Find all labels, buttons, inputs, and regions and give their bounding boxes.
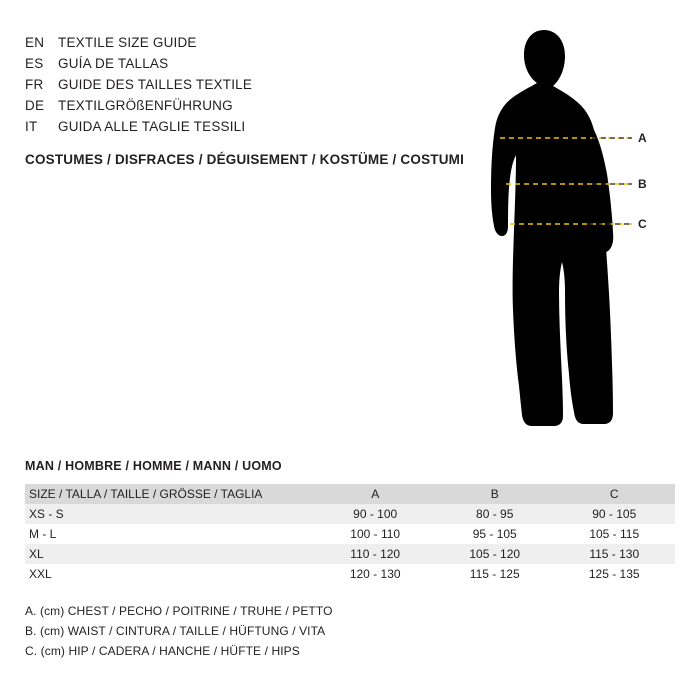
- language-list: [25, 32, 465, 137]
- cell-hip: 90 - 105: [555, 504, 675, 524]
- cell-waist: 105 - 120: [436, 544, 556, 564]
- language-code: FR: [25, 77, 44, 92]
- language-code: ES: [25, 56, 44, 71]
- measure-label-c: C: [638, 217, 647, 231]
- language-title: TEXTILE SIZE GUIDE: [58, 35, 197, 50]
- language-row: [25, 116, 465, 137]
- column-header-size: SIZE / TALLA / TAILLE / GRÖSSE / TAGLIA: [25, 484, 316, 504]
- language-code: IT: [25, 119, 38, 134]
- language-code: EN: [25, 35, 45, 50]
- language-title: GUÍA DE TALLAS: [58, 56, 169, 71]
- cell-hip: 115 - 130: [555, 544, 675, 564]
- size-table: [25, 484, 675, 584]
- body-figure: [470, 18, 685, 438]
- table-header: [25, 484, 675, 504]
- male-silhouette-icon: [470, 18, 685, 438]
- language-title: GUIDA ALLE TAGLIE TESSILI: [58, 119, 246, 134]
- table-row: [25, 504, 675, 524]
- cell-hip: 125 - 135: [555, 564, 675, 584]
- column-header-a: A: [316, 484, 436, 504]
- note-hip: C. (cm) HIP / CADERA / HANCHE / HÜFTE / HIPS: [25, 644, 300, 658]
- language-title: GUIDE DES TAILLES TEXTILE: [58, 77, 253, 92]
- cell-waist: 115 - 125: [436, 564, 556, 584]
- language-row: [25, 53, 465, 74]
- language-title: TEXTILGRÖßENFÜHRUNG: [58, 98, 233, 113]
- cell-chest: 90 - 100: [316, 504, 436, 524]
- language-row: [25, 74, 465, 95]
- language-code: DE: [25, 98, 45, 113]
- note-waist: B. (cm) WAIST / CINTURA / TAILLE / HÜFTUNG / VITA: [25, 624, 326, 638]
- cell-size: XXL: [25, 564, 316, 584]
- cell-waist: 80 - 95: [436, 504, 556, 524]
- cell-waist: 95 - 105: [436, 524, 556, 544]
- column-header-c: C: [555, 484, 675, 504]
- language-row: [25, 95, 465, 116]
- cell-size: XL: [25, 544, 316, 564]
- measure-label-b: B: [638, 177, 647, 191]
- category-heading: COSTUMES / DISFRACES / DÉGUISEMENT / KOSTÜME / COSTUMI: [25, 152, 465, 167]
- column-header-b: B: [436, 484, 556, 504]
- table-header-row: [25, 484, 675, 504]
- measure-label-a: A: [638, 131, 647, 145]
- cell-chest: 100 - 110: [316, 524, 436, 544]
- table-row: [25, 564, 675, 584]
- table-body: [25, 504, 675, 584]
- table-row: [25, 544, 675, 564]
- language-row: [25, 32, 465, 53]
- cell-chest: 120 - 130: [316, 564, 436, 584]
- measurement-notes: [25, 601, 333, 661]
- cell-size: M - L: [25, 524, 316, 544]
- cell-hip: 105 - 115: [555, 524, 675, 544]
- cell-chest: 110 - 120: [316, 544, 436, 564]
- note-chest: A. (cm) CHEST / PECHO / POITRINE / TRUHE / PETTO: [25, 604, 333, 618]
- table-row: [25, 524, 675, 544]
- table-title: MAN / HOMBRE / HOMME / MANN / UOMO: [25, 459, 282, 473]
- cell-size: XS - S: [25, 504, 316, 524]
